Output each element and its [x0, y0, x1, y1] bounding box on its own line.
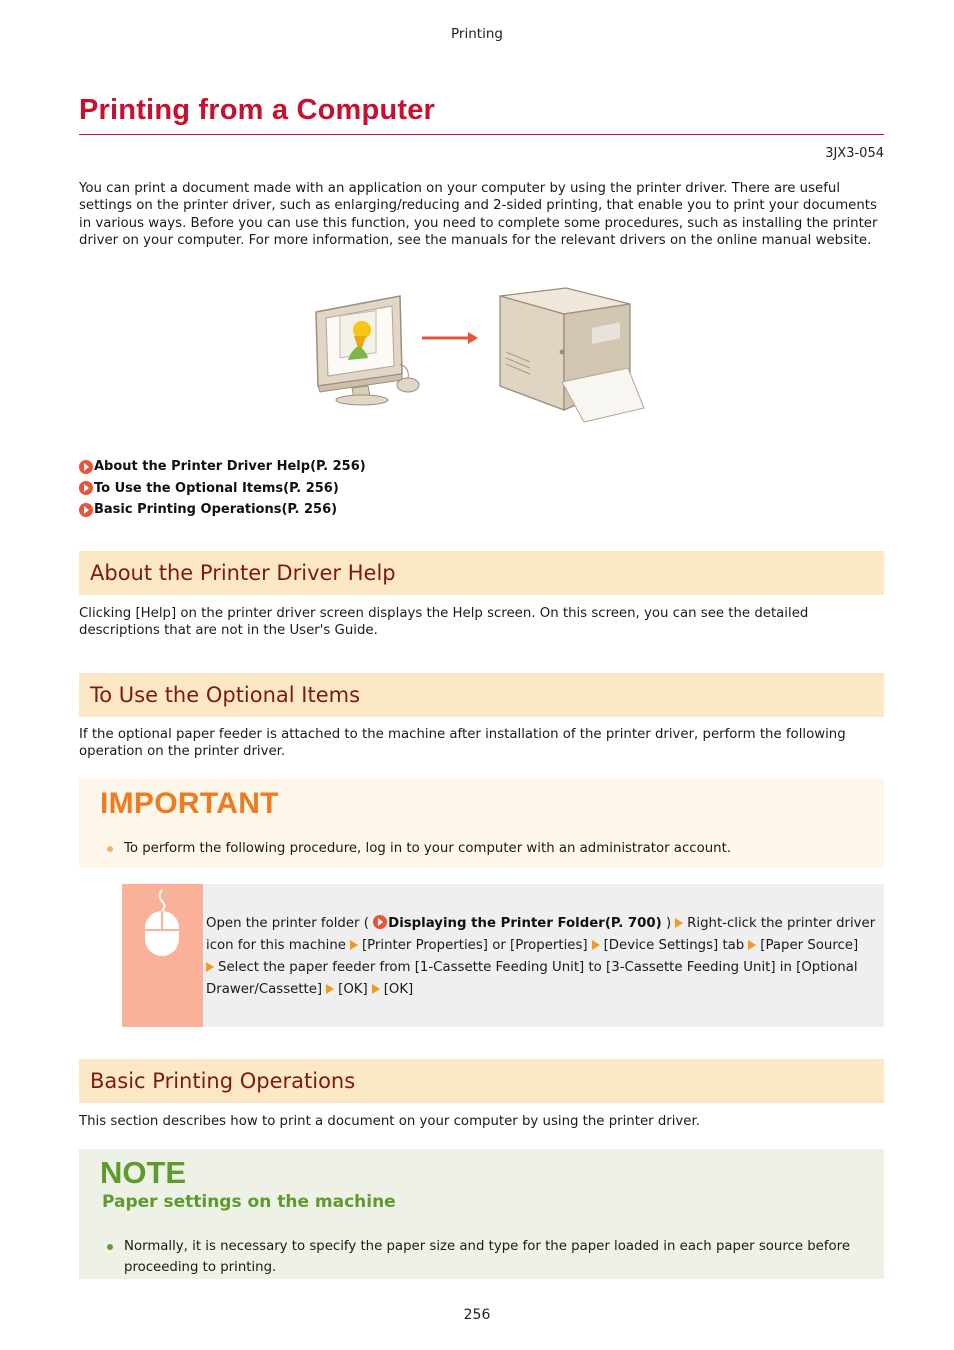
- procedure-steps: Open the printer folder ( Displaying the Printer Folder(P. 700) ) Right-click the printer driver icon for this machine [Printer Properties] or [Properties] [Device Settings] tab [Paper Source] Select the paper feeder from [1-Cassette Feeding Unit] to [3-Cassette Feeding Unit] in [Optional Drawer/Cassette] [OK] [OK]: [206, 916, 876, 997]
- bullet-dot-icon: [107, 846, 113, 852]
- computer-monitor-icon: [316, 296, 419, 405]
- arrow-right-icon: [422, 332, 478, 344]
- page-title: Printing from a Computer: [79, 94, 436, 126]
- important-bullet: To perform the following procedure, log in to your computer with an administrator account.: [107, 838, 731, 859]
- note-callout: [79, 1149, 884, 1279]
- link-arrow-icon: [79, 503, 93, 517]
- section-link-list: [79, 456, 366, 521]
- title-rule: [79, 134, 884, 135]
- page-number: 256: [463, 1307, 491, 1323]
- step-arrow-icon: [675, 918, 683, 928]
- mouse-icon: [122, 884, 203, 1027]
- document-code: 3JX3-054: [825, 146, 884, 161]
- intro-paragraph: You can print a document made with an application on your computer by using the printer driver. There are useful settings on the printer driver, such as enlarging/reducing and 2-sided printing, that enable you to print your documents in various ways. Before you can use this function, you need to complete some procedures, such as installing the printer driver on your computer. For more information, see the manuals for the relevant drivers on the online manual website.: [79, 181, 878, 248]
- bullet-dot-icon: [107, 1244, 113, 1250]
- xref-printer-folder-link[interactable]: Displaying the Printer Folder(P. 700): [373, 916, 662, 931]
- link-printer-driver-help[interactable]: About the Printer Driver Help(P. 256): [79, 456, 366, 478]
- link-basic-printing[interactable]: Basic Printing Operations(P. 256): [79, 499, 366, 521]
- note-bullet: Normally, it is necessary to specify the paper size and type for the paper loaded in each paper source before proceeding to printing.: [107, 1236, 855, 1278]
- procedure-box: [122, 884, 884, 1027]
- mouse-panel: [122, 884, 203, 1027]
- help-paragraph: Clicking [Help] on the printer driver screen displays the Help screen. On this screen, you can see the detailed descriptions that are not in the User's Guide.: [79, 606, 809, 639]
- step-arrow-icon: [326, 984, 334, 994]
- link-optional-items[interactable]: To Use the Optional Items(P. 256): [79, 478, 366, 500]
- note-label: NOTE: [100, 1155, 187, 1190]
- optional-paragraph: If the optional paper feeder is attached to the machine after installation of the printer driver, perform the following operation on the printer driver.: [79, 727, 846, 760]
- section-heading-basic: Basic Printing Operations: [79, 1059, 884, 1103]
- note-subheading: Paper settings on the machine: [102, 1192, 396, 1212]
- link-arrow-icon: [79, 481, 93, 495]
- link-arrow-icon: [373, 915, 387, 929]
- important-label: IMPORTANT: [100, 787, 279, 820]
- basic-paragraph: This section describes how to print a document on your computer by using the printer driver.: [79, 1114, 700, 1129]
- important-callout: [79, 779, 884, 868]
- printer-icon: [500, 288, 644, 422]
- section-heading-optional: To Use the Optional Items: [79, 673, 884, 717]
- step-arrow-icon: [748, 940, 756, 950]
- step-arrow-icon: [350, 940, 358, 950]
- step-arrow-icon: [372, 984, 380, 994]
- computer-to-printer-illustration: [310, 282, 650, 428]
- link-arrow-icon: [79, 460, 93, 474]
- section-heading-help: About the Printer Driver Help: [79, 551, 884, 595]
- running-header: Printing: [451, 26, 503, 42]
- step-arrow-icon: [206, 962, 214, 972]
- step-arrow-icon: [592, 940, 600, 950]
